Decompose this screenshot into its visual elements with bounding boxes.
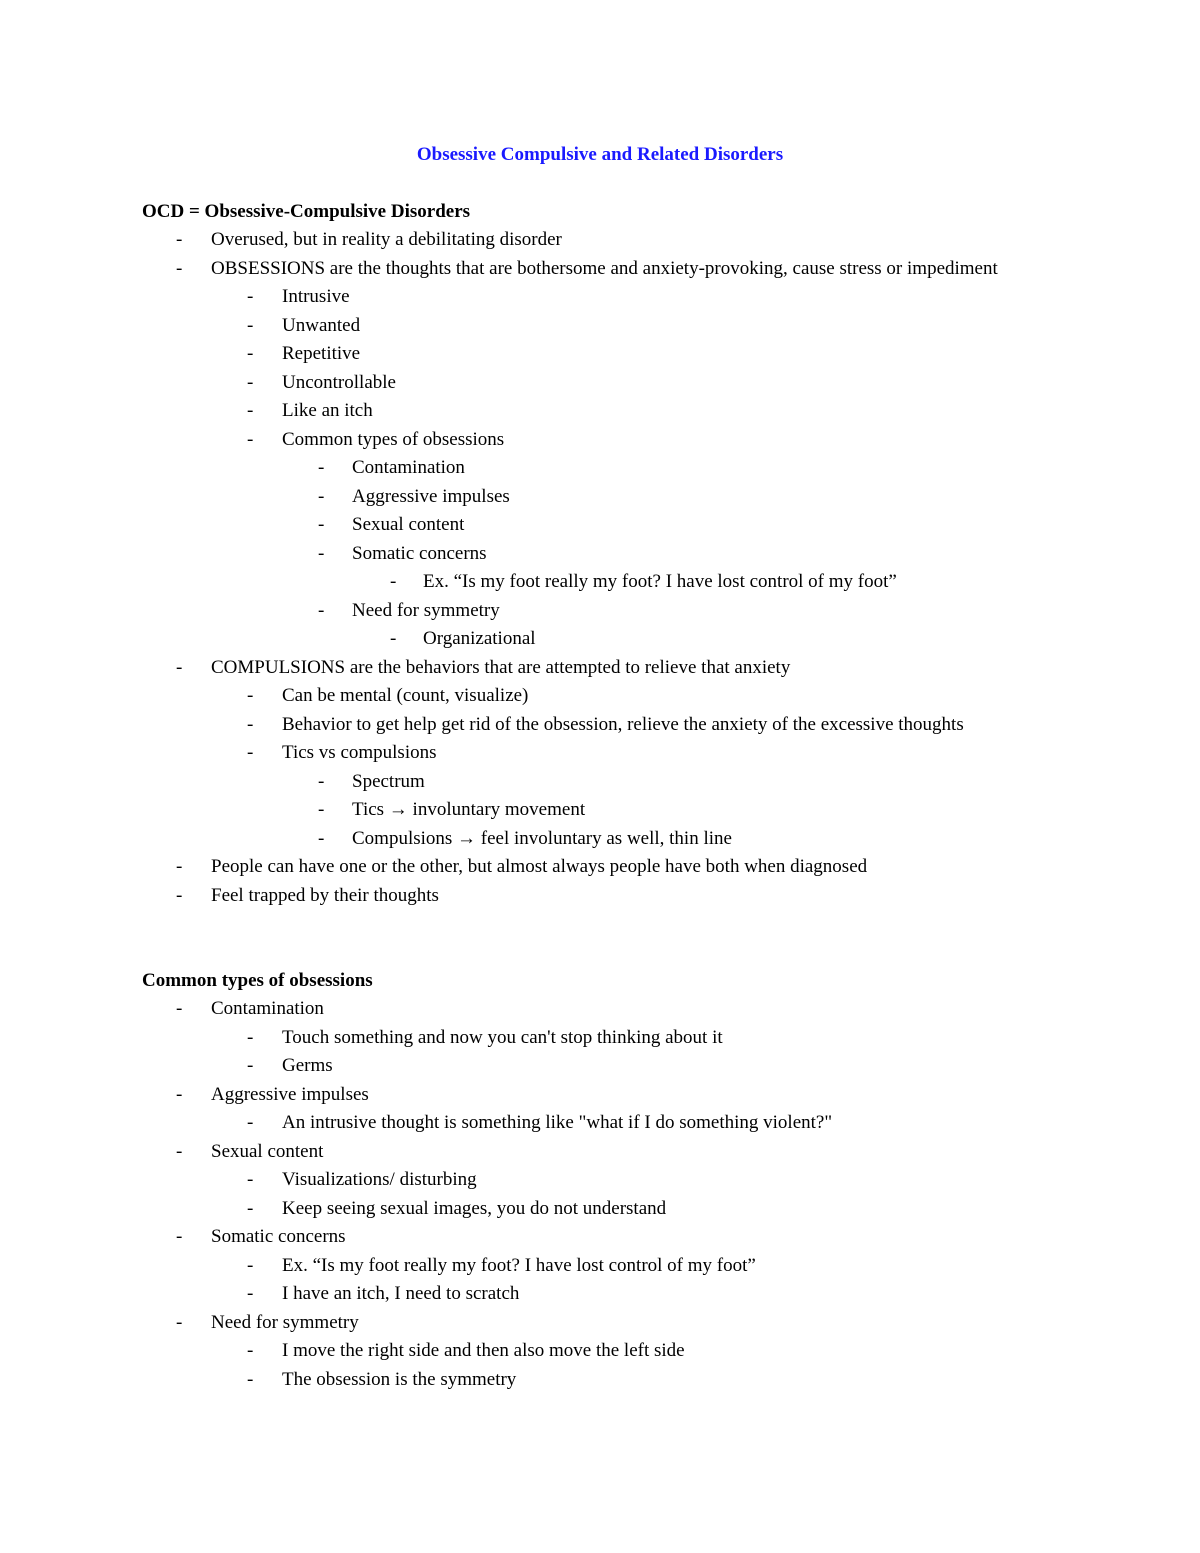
list-item [0, 483, 1200, 512]
section-heading-ocd: OCD = Obsessive-Compulsive Disorders [142, 201, 471, 222]
list-item-text: The obsession is the symmetry [282, 1368, 517, 1390]
list-item [0, 1337, 1200, 1366]
list-item-text: Keep seeing sexual images, you do not understand [282, 1197, 667, 1219]
list-item [0, 369, 1200, 398]
list-item [0, 995, 1200, 1024]
list-item [0, 397, 1200, 426]
bullet-dash: - [176, 1311, 183, 1333]
bullet-dash: - [247, 685, 254, 706]
list-item [0, 1138, 1200, 1167]
list-item-text: Ex. “Is my foot really my foot? I have lost control of my foot” [423, 571, 897, 592]
list-item-text: I move the right side and then also move the left side [282, 1340, 685, 1361]
list-item-text: People can have one or the other, but almost always people have both when diagnosed [211, 856, 868, 877]
list-item-text: Need for symmetry [211, 1311, 359, 1333]
bullet-dash: - [247, 1112, 254, 1133]
list-item [0, 825, 1200, 854]
bullet-dash: - [247, 343, 254, 364]
list-item-text: Somatic concerns [352, 542, 487, 564]
list-item-text: Feel trapped by their thoughts [211, 884, 439, 906]
bullet-dash: - [247, 1368, 254, 1390]
bullet-dash: - [318, 457, 325, 478]
list-item [0, 654, 1200, 683]
list-item [0, 1024, 1200, 1053]
bullet-dash: - [247, 428, 254, 450]
bullet-dash: - [247, 286, 254, 307]
list-item-text: Repetitive [282, 343, 361, 364]
list-item-text: Somatic concerns [211, 1226, 346, 1247]
list-item [0, 1280, 1200, 1309]
bullet-dash: - [318, 770, 325, 792]
list-item-text: Contamination [352, 457, 465, 478]
bullet-dash: - [176, 229, 183, 250]
list-item [0, 739, 1200, 768]
list-item-text: Can be mental (count, visualize) [282, 685, 529, 706]
bullet-dash: - [176, 1083, 183, 1105]
list-item [0, 226, 1200, 255]
list-item-text: Behavior to get help get rid of the obsession, relieve the anxiety of the excessive thoughts [282, 713, 964, 735]
bullet-dash: - [247, 1197, 254, 1219]
list-item-text: An intrusive thought is something like "what if I do something violent?" [282, 1112, 833, 1133]
list-item-text: Aggressive impulses [211, 1083, 369, 1105]
bullet-dash: - [247, 742, 254, 763]
list-item-text: Sexual content [211, 1140, 324, 1162]
list-item [0, 1081, 1200, 1110]
list-item [0, 454, 1200, 483]
list-item [0, 255, 1011, 284]
list-item-text: I have an itch, I need to scratch [282, 1283, 520, 1304]
list-item-text: Aggressive impulses [352, 485, 510, 507]
list-item-text: Like an itch [282, 400, 373, 421]
list-item-text: Tics vs compulsions [282, 742, 437, 763]
bullet-dash: - [247, 713, 254, 735]
list-item-text: Organizational [423, 628, 536, 649]
list-item [0, 853, 1200, 882]
list-item [0, 768, 1200, 797]
list-item-text: Contamination [211, 998, 324, 1019]
list-item [0, 511, 1200, 540]
bullet-dash: - [247, 1340, 254, 1361]
bullet-dash: - [247, 400, 254, 421]
bullet-dash: - [176, 998, 183, 1019]
bullet-dash: - [318, 799, 325, 820]
list-item [0, 796, 1200, 825]
list-item [0, 568, 1200, 597]
bullet-dash: - [176, 1226, 183, 1247]
list-item-text: Spectrum [352, 770, 425, 792]
list-item-text: Compulsions → feel involuntary as well, thin line [352, 827, 732, 849]
list-item-text: Germs [282, 1055, 333, 1076]
bullet-dash: - [318, 514, 325, 535]
bullet-dash: - [318, 485, 325, 507]
bullet-dash: - [247, 1283, 254, 1304]
bullet-dash: - [176, 656, 183, 678]
list-item-text: Touch something and now you can't stop thinking about it [282, 1026, 723, 1048]
bullet-dash: - [318, 542, 325, 564]
ocd-bullet-list [0, 226, 1200, 910]
list-item [0, 882, 1200, 911]
list-item [0, 1109, 1200, 1138]
list-item [0, 1366, 1200, 1395]
bullet-dash: - [318, 599, 325, 621]
list-item-text: Ex. “Is my foot really my foot? I have lost control of my foot” [282, 1254, 756, 1276]
bullet-dash: - [247, 314, 254, 336]
list-item-text: Intrusive [282, 286, 350, 307]
list-item-text: OBSESSIONS are the thoughts that are bothersome and anxiety-provoking, cause stress or impediment [211, 257, 998, 279]
bullet-dash: - [247, 1169, 254, 1190]
list-item-text: Unwanted [282, 314, 361, 336]
bullet-dash: - [318, 827, 325, 849]
bullet-dash: - [247, 371, 254, 393]
list-item [0, 1223, 1200, 1252]
bullet-dash: - [390, 571, 397, 592]
list-item-text: Need for symmetry [352, 599, 500, 621]
list-item-text: Common types of obsessions [282, 428, 505, 450]
list-item-text: Uncontrollable [282, 371, 396, 393]
bullet-dash: - [247, 1026, 254, 1048]
list-item [0, 625, 1200, 654]
list-item-text: COMPULSIONS are the behaviors that are attempted to relieve that anxiety [211, 656, 791, 678]
list-item [0, 283, 1200, 312]
bullet-dash: - [247, 1254, 254, 1276]
list-item-text: Visualizations/ disturbing [282, 1169, 477, 1190]
list-item [0, 1052, 1200, 1081]
list-item [0, 312, 1200, 341]
bullet-dash: - [176, 1140, 183, 1162]
bullet-dash: - [176, 257, 183, 279]
list-item-text: Overused, but in reality a debilitating disorder [211, 229, 562, 250]
list-item [0, 1195, 1200, 1224]
bullet-dash: - [390, 628, 397, 649]
list-item-text: Sexual content [352, 514, 465, 535]
bullet-dash: - [176, 884, 183, 906]
list-item-text: Tics → involuntary movement [352, 799, 586, 820]
list-item [0, 682, 1200, 711]
bullet-dash: - [247, 1055, 254, 1076]
list-item [0, 1252, 1200, 1281]
list-item [0, 597, 1200, 626]
list-item [0, 1166, 1200, 1195]
list-item [0, 340, 1200, 369]
common-types-bullet-list [0, 995, 1200, 1394]
list-item [0, 540, 1200, 569]
document-title: Obsessive Compulsive and Related Disorders [416, 144, 784, 165]
section-heading-common-types: Common types of obsessions [142, 970, 373, 991]
list-item [0, 426, 1200, 455]
list-item [0, 711, 1082, 740]
list-item [0, 1309, 1200, 1338]
bullet-dash: - [176, 856, 183, 877]
